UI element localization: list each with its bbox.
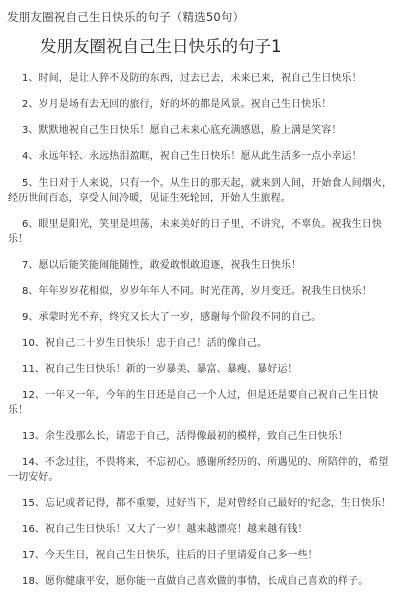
list-item: 12、一年又一年，今年的生日还是自己一个人过，但是还是要自己祝自己生日快乐！ <box>8 390 379 416</box>
list-item: 1、时间，是让人猝不及防的东西，过去已去，未来已来，祝自己生日快乐！ <box>22 73 362 84</box>
list-item: 9、承蒙时光不弃，终究又长大了一岁，感谢每个阶段不同的自己。 <box>22 312 322 323</box>
list-item: 16、祝自己生日快乐！又大了一岁！越来越漂亮！越来越有钱！ <box>22 524 308 535</box>
section-title: 发朋友圈祝自己生日快乐的句子1 <box>40 37 282 56</box>
list-item: 14、不念过往，不畏将来，不忘初心。感谢所经历的、所遇见的、所陪伴的，希望一切安好。 <box>8 457 389 483</box>
document-header: 发朋友圈祝自己生日快乐的句子（精选50句） <box>7 10 245 24</box>
list-item: 15、忘记或者记得，都不重要，过好当下，是对曾经自己最好的'纪念，生日快乐！ <box>22 498 392 509</box>
list-item: 18、愿你健康平安，愿你能一直做自己喜欢做的事情，长成自己喜欢的样子。 <box>22 576 369 587</box>
list-item: 8、年年岁岁花相似，岁岁年年人不同。时光荏苒，岁月变迁。祝我生日快乐！ <box>22 286 372 297</box>
list-item: 11、祝自己生日快乐！新的一岁暴美、暴富、暴瘦、暴好运！ <box>22 364 298 375</box>
list-item: 7、愿以后能笑能闹能随性，敢爱敢恨敢追逐，祝我生日快乐！ <box>22 260 302 271</box>
list-item: 4、永远年轻、永远热泪盈眶，祝自己生日快乐！愿从此生活多一点小幸运！ <box>22 151 362 162</box>
list-item: 3、默默地祝自己生日快乐！愿自己未来心底充满感恩，脸上满是笑容！ <box>22 125 342 136</box>
list-item: 6、眼里是阳光，笑里是坦荡，未来美好的日子里，不讲究，不辜负。祝我生日快乐！ <box>8 219 382 245</box>
list-item: 13、余生没那么长，请忠于自己，活得像最初的模样，致自己生日快乐！ <box>22 431 349 442</box>
list-item: 17、今天生日，祝自己生日快乐，往后的日子里请爱自己多一些！ <box>22 550 318 561</box>
quote-list <box>8 71 396 589</box>
list-item: 2、岁月是场有去无回的旅行，好的坏的都是风景。祝自己生日快乐！ <box>22 99 332 110</box>
list-item: 10、祝自己二十岁生日快乐！忠于自己！活的像自己。 <box>22 338 268 349</box>
list-item: 5、生日对于人来说，只有一个。从生日的那天起，就来到人间，开始食人间烟火，经历世间百态，享受人间冷暖，见证生死轮回，开始人生旅程。 <box>8 178 393 204</box>
